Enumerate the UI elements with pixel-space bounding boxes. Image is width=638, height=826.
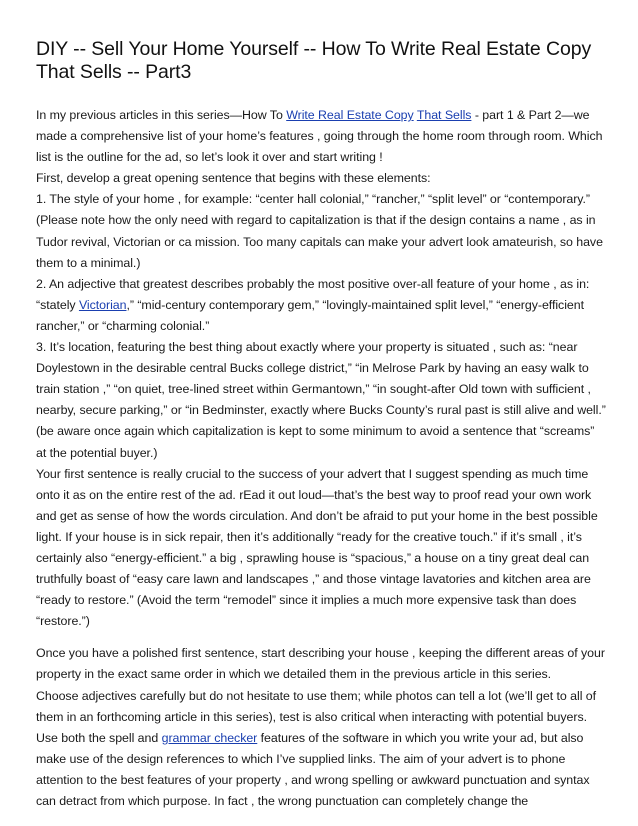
intro-paragraph — [36, 105, 606, 168]
develop-paragraph: First, develop a great opening sentence that begins with these elements: — [36, 171, 431, 186]
intro-text-end: - part 1 & Part 2—we made a comprehensive list of your home’s features , going through the home room through room. Which list is the outline for the ad, so let’s look it over and start writing ! — [36, 108, 603, 165]
item2-text-end: ,” “mid-century contemporary gem,” “lovingly-maintained split level,” “energy-efficient rancher,” or “charming colonial.” — [36, 297, 584, 333]
list-item-2 — [36, 274, 606, 337]
article-body — [36, 105, 606, 812]
article-title: DIY -- Sell Your Home Yourself -- How To Write Real Estate Copy That Sells -- Part3 — [36, 38, 592, 83]
intro-text-start: In my previous articles in this series—How To — [36, 108, 287, 122]
spell-paragraph — [36, 728, 606, 812]
link-victorian[interactable]: Victorian — [78, 297, 127, 312]
spell-text-end: features of the software in which you write your ad, but also make use of the design references to which I’ve supplied links. The aim of your advert is to phone attention to the best features of your property , and wrong spelling or awkward punctuation and syntax can detract from which purpose. In fact , the wrong punctuation can completely change the — [36, 730, 590, 808]
link-write-real-estate-copy[interactable]: Write Real Estate Copy — [286, 108, 414, 122]
adjectives-paragraph: Choose adjectives carefully but do not hesitate to use them; while photos can tell a lot (we’ll get to all of them in an forthcoming article in this series), test is also critical when interacting with potential buyers. — [36, 688, 597, 724]
spell-text-start: Use both the spell and — [36, 730, 162, 745]
polished-paragraph: Once you have a polished first sentence, start describing your house , keeping the different areas of your property in the exact same order in which we detailed them in the previous article in this series. — [36, 646, 605, 682]
item2-text-start: 2. An adjective that greatest describes probably the most positive over-all feature of your home , as in: “stately — [36, 276, 590, 312]
first-sentence-paragraph: Your first sentence is really crucial to the success of your advert that I suggest spending as much time onto it as on the entire rest of the ad. rEad it out loud—that’s the best way to proof read your own work and get as sense of how the words circulation. And don’t be afraid to put your home in the best possible light. If your house is in sick repair, then it’s additionally “ready for the creative touch.” if it’s small , it’s certainly also “energy-efficient.” a big , sprawling house is “spacious,” a house on a tiny great deal can truthfully boast of “easy care lawn and landscapes ,” and those vintage lavatories and kitchen area are “ready to restore.” (Avoid the term “remodel” since it implies a much more expensive task than does “restore.”) — [36, 466, 598, 629]
document-page — [36, 38, 606, 812]
list-item-3: 3. It’s location, featuring the best thing about exactly where your property is situated , such as: “near Doylestown in the desirable central Bucks college district,” “in Melrose Park by having an easy walk to train station ,” “on quiet, tree-lined street within Germantown,” “in sought-after Old town with sufficient , nearby, secure parking,” or “in Bedminster, exactly where Bucks County’s rural past is still alive and well.” (be aware once again which capitalization is kept to some minimum to avoid a sentence that “screams” at the potential buyer.) — [36, 340, 606, 460]
link-that-sells[interactable]: That Sells — [416, 108, 472, 122]
link-grammar-checker[interactable]: grammar checker — [161, 730, 258, 745]
list-item-1: 1. The style of your home , for example: “center hall colonial,” “rancher,” “split level” or “contemporary.” (Please note how the only need with regard to capitalization is that if the design contains a name , as in Tudor revival, Victorian or ca mission. Too many capitals can make your advert look amateurish, so have them to a minimal.) — [36, 192, 603, 270]
